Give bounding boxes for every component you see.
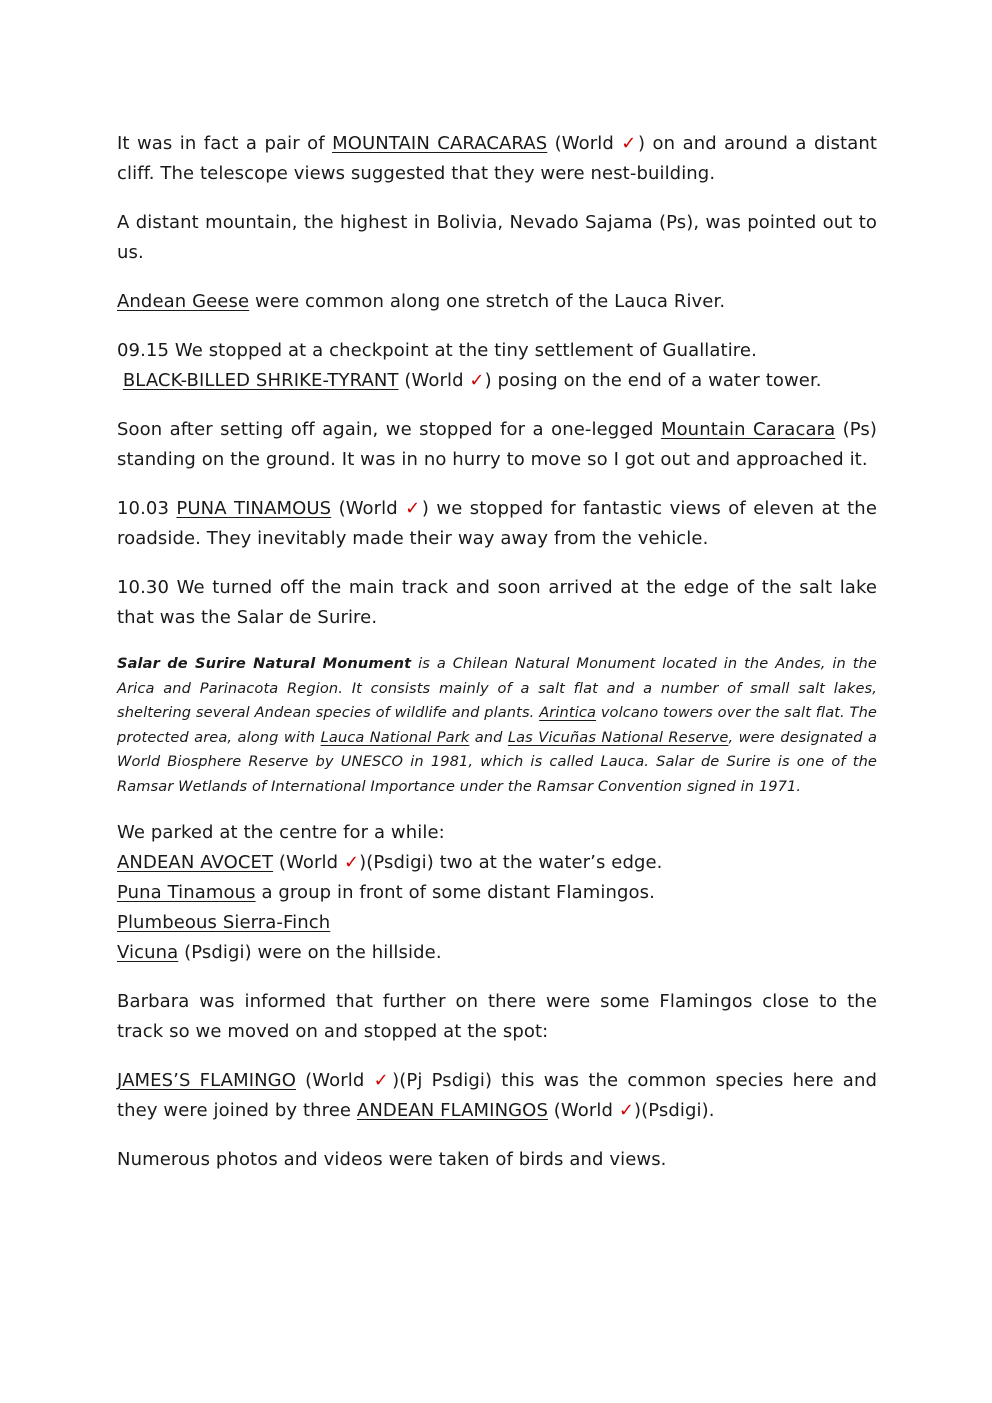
check-icon: ✓ <box>343 851 360 873</box>
paragraph-barbara <box>117 987 877 1047</box>
text: ) posing on the end of a water tower. <box>484 370 822 391</box>
species-andean-flamingos: ANDEAN FLAMINGOS <box>356 1099 548 1121</box>
paragraph-flamingos <box>117 1066 877 1126</box>
paragraph-guallatire <box>117 336 877 396</box>
species-shrike-tyrant: BLACK-BILLED SHRIKE-TYRANT <box>122 370 399 391</box>
text: )(Psdigi) two at the water’s edge. <box>359 851 663 873</box>
text: volcano towers over the salt flat. The protected area, along with <box>117 704 878 746</box>
link-las-vicunas-reserve[interactable]: Las Vicuñas National Reserve <box>507 728 729 746</box>
document-page <box>117 129 877 1194</box>
check-icon: ✓ <box>405 498 422 519</box>
text: )(Pj Psdigi) this was the common species here and they were joined by three <box>117 1069 877 1121</box>
paragraph-nevado-sajama <box>117 208 877 268</box>
text: It was in fact a pair of <box>117 133 333 154</box>
text: 10.30 We turned off the main track and soon arrived at the edge of the salt lake that was the Salar de Surire. <box>117 577 877 628</box>
salar-de-surire-quote <box>117 652 877 800</box>
check-icon: ✓ <box>621 133 639 154</box>
text-line: We parked at the centre for a while: <box>117 821 445 843</box>
species-vicuna: Vicuna <box>117 941 179 963</box>
link-lauca-national-park[interactable]: Lauca National Park <box>320 728 470 746</box>
list-item <box>117 878 877 908</box>
paragraph-puna-tinamous <box>117 494 877 554</box>
text: (World <box>547 1099 619 1121</box>
text: , were designated a World Biosphere Reserve by UNESCO in 1981, which is called Lauca. Salar de Surire is one of the Ramsar Wetlands of International Importance under the Ramsar Convention signed in 1971. <box>117 728 877 795</box>
check-icon: ✓ <box>373 1069 393 1091</box>
species-andean-avocet: ANDEAN AVOCET <box>117 851 274 873</box>
list-item <box>117 908 877 938</box>
text: and <box>469 728 508 746</box>
text: Soon after setting off again, we stopped for a one-legged <box>117 419 661 440</box>
text: ) on and around a distant cliff. The telescope views suggested that they were nest-building. <box>117 133 878 184</box>
text: (World <box>273 851 344 873</box>
text: (World <box>547 133 622 154</box>
check-icon: ✓ <box>469 370 485 391</box>
text: 10.03 <box>117 498 177 519</box>
text: ) we stopped for fantastic views of eleven at the roadside. They inevitably made their way away from the vehicle. <box>117 498 877 549</box>
text-line: 09.15 We stopped at a checkpoint at the tiny settlement of Guallatire. <box>117 340 757 361</box>
list-item <box>117 848 877 878</box>
text: A distant mountain, the highest in Bolivia, Nevado Sajama (Ps), was pointed out to us. <box>117 212 877 263</box>
species-andean-geese: Andean Geese <box>117 291 250 312</box>
text-line <box>117 366 877 396</box>
paragraph-photos <box>117 1145 877 1175</box>
paragraph-salar-arrival <box>117 573 877 633</box>
species-james-flamingo: JAMES’S FLAMINGO <box>117 1069 296 1091</box>
text: (Psdigi) were on the hillside. <box>178 941 442 963</box>
text: (World <box>331 498 406 519</box>
text: (World <box>398 370 470 391</box>
paragraph-andean-geese <box>117 287 877 317</box>
text: a group in front of some distant Flamingos. <box>255 881 655 903</box>
species-plumbeous-sierra-finch: Plumbeous Sierra-Finch <box>117 911 331 933</box>
check-icon: ✓ <box>618 1099 635 1121</box>
text: )(Psdigi). <box>634 1099 715 1121</box>
text: were common along one stretch of the Lauca River. <box>249 291 726 312</box>
text: (Ps) standing on the ground. It was in no hurry to move so I got out and approached it. <box>117 419 877 470</box>
text: (World <box>296 1069 374 1091</box>
paragraph-mountain-caracaras <box>117 129 877 189</box>
species-mountain-caracaras: MOUNTAIN CARACARAS <box>332 133 548 154</box>
species-mountain-caracara: Mountain Caracara <box>660 419 836 440</box>
link-arintica[interactable]: Arintica <box>539 704 597 722</box>
list-item <box>117 938 877 968</box>
species-puna-tinamous: PUNA TINAMOUS <box>176 498 332 519</box>
text: Numerous photos and videos were taken of birds and views. <box>117 1148 667 1170</box>
paragraph-one-legged-caracara <box>117 415 877 475</box>
text: Barbara was informed that further on there were some Flamingos close to the track so we moved on and stopped at the spot: <box>117 990 877 1042</box>
species-puna-tinamous: Puna Tinamous <box>117 881 256 903</box>
quote-title: Salar de Surire Natural Monument <box>117 655 412 672</box>
text: is a Chilean Natural Monument located in the Andes, in the Arica and Parinacota Region. It consists mainly of a salt flat and a number of small salt lakes, sheltering several Andean species of wildlife and plants. <box>117 655 877 722</box>
paragraph-centre-list <box>117 818 877 968</box>
